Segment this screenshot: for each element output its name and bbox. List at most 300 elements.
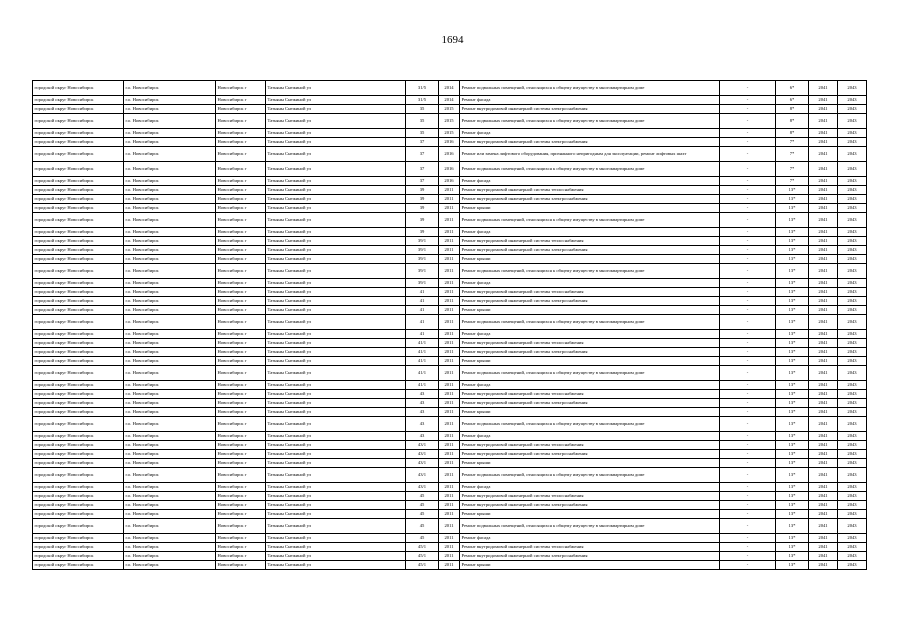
cell-year: 2015 [439,114,460,129]
cell-work-type: Ремонт внутридомовой инженерной системы теплоснабжения [460,339,720,348]
cell-locality: Новосибирск г [216,366,266,381]
cell-district: городской округ Новосибирск [33,114,124,129]
cell-district: городской округ Новосибирск [33,288,124,297]
cell-start-year: 2041 [809,459,838,468]
cell-end-year: 2043 [838,279,867,288]
cell-municipality: г.о. Новосибирск [124,390,216,399]
cell-house: 45 [406,519,439,534]
cell-locality: Новосибирск г [216,195,266,204]
table-row [33,441,867,450]
cell-end-year: 2043 [838,195,867,204]
registry-table [32,80,867,570]
cell-dash: - [720,468,776,483]
cell-house: 41/1 [406,348,439,357]
cell-house: 39/1 [406,264,439,279]
cell-year: 2011 [439,561,460,570]
cell-work-type: Ремонт внутридомовой инженерной системы теплоснабжения [460,237,720,246]
cell-municipality: г.о. Новосибирск [124,81,216,96]
cell-work-type: Ремонт фасада [460,129,720,138]
cell-locality: Новосибирск г [216,483,266,492]
cell-plan: 13* [776,519,809,534]
cell-end-year: 2043 [838,357,867,366]
cell-district: городской округ Новосибирск [33,297,124,306]
cell-locality: Новосибирск г [216,306,266,315]
cell-district: городской округ Новосибирск [33,432,124,441]
cell-district: городской округ Новосибирск [33,510,124,519]
cell-district: городской округ Новосибирск [33,492,124,501]
cell-municipality: г.о. Новосибирск [124,450,216,459]
cell-plan: 7* [776,177,809,186]
cell-year: 2015 [439,105,460,114]
cell-start-year: 2041 [809,297,838,306]
cell-locality: Новосибирск г [216,96,266,105]
cell-end-year: 2043 [838,552,867,561]
cell-plan: 8* [776,114,809,129]
cell-locality: Новосибирск г [216,561,266,570]
cell-end-year: 2043 [838,492,867,501]
cell-locality: Новосибирск г [216,177,266,186]
cell-plan: 13* [776,399,809,408]
cell-municipality: г.о. Новосибирск [124,561,216,570]
cell-plan: 13* [776,288,809,297]
cell-locality: Новосибирск г [216,501,266,510]
cell-dash: - [720,255,776,264]
cell-work-type: Ремонт фасада [460,483,720,492]
cell-start-year: 2041 [809,264,838,279]
cell-work-type: Ремонт внутридомовой инженерной системы электроснабжения [460,297,720,306]
cell-year: 2011 [439,552,460,561]
cell-year: 2011 [439,441,460,450]
cell-plan: 13* [776,348,809,357]
cell-house: 41 [406,306,439,315]
cell-end-year: 2043 [838,441,867,450]
registry-body [33,81,867,570]
table-row [33,237,867,246]
cell-start-year: 2041 [809,492,838,501]
cell-district: городской округ Новосибирск [33,315,124,330]
cell-start-year: 2041 [809,510,838,519]
cell-district: городской округ Новосибирск [33,552,124,561]
cell-locality: Новосибирск г [216,399,266,408]
cell-start-year: 2041 [809,195,838,204]
table-row [33,177,867,186]
cell-district: городской округ Новосибирск [33,501,124,510]
cell-year: 2011 [439,543,460,552]
table-row [33,147,867,162]
cell-district: городской округ Новосибирск [33,246,124,255]
cell-house: 41 [406,297,439,306]
cell-locality: Новосибирск г [216,519,266,534]
cell-dash: - [720,450,776,459]
cell-start-year: 2041 [809,339,838,348]
cell-plan: 13* [776,459,809,468]
cell-dash: - [720,330,776,339]
cell-start-year: 2041 [809,255,838,264]
table-row [33,492,867,501]
cell-dash: - [720,264,776,279]
cell-plan: 13* [776,186,809,195]
cell-street: Татьяны Снежиной ул [266,519,406,534]
cell-year: 2011 [439,510,460,519]
cell-dash: - [720,204,776,213]
cell-start-year: 2041 [809,306,838,315]
cell-end-year: 2043 [838,519,867,534]
cell-district: городской округ Новосибирск [33,255,124,264]
cell-year: 2011 [439,492,460,501]
cell-start-year: 2041 [809,399,838,408]
table-row [33,519,867,534]
cell-street: Татьяны Снежиной ул [266,264,406,279]
table-row [33,339,867,348]
cell-house: 35 [406,114,439,129]
cell-start-year: 2041 [809,96,838,105]
cell-house: 37 [406,177,439,186]
cell-municipality: г.о. Новосибирск [124,339,216,348]
cell-start-year: 2041 [809,81,838,96]
cell-dash: - [720,246,776,255]
table-row [33,366,867,381]
cell-district: городской округ Новосибирск [33,483,124,492]
cell-start-year: 2041 [809,534,838,543]
cell-plan: 7* [776,138,809,147]
cell-street: Татьяны Снежиной ул [266,279,406,288]
cell-work-type: Ремонт подвальных помещений, относящихся к общему имуществу в многоквартирном доме [460,114,720,129]
cell-year: 2016 [439,177,460,186]
cell-plan: 13* [776,483,809,492]
cell-plan: 6* [776,81,809,96]
cell-dash: - [720,186,776,195]
cell-work-type: Ремонт подвальных помещений, относящихся к общему имуществу в многоквартирном доме [460,519,720,534]
table-row [33,330,867,339]
cell-locality: Новосибирск г [216,450,266,459]
cell-district: городской округ Новосибирск [33,519,124,534]
cell-year: 2011 [439,255,460,264]
cell-locality: Новосибирск г [216,468,266,483]
cell-end-year: 2043 [838,213,867,228]
table-row [33,195,867,204]
cell-street: Татьяны Снежиной ул [266,417,406,432]
cell-year: 2016 [439,147,460,162]
cell-locality: Новосибирск г [216,297,266,306]
table-row [33,450,867,459]
cell-dash: - [720,114,776,129]
cell-district: городской округ Новосибирск [33,213,124,228]
cell-street: Татьяны Снежиной ул [266,237,406,246]
cell-year: 2011 [439,501,460,510]
cell-municipality: г.о. Новосибирск [124,543,216,552]
cell-start-year: 2041 [809,483,838,492]
cell-plan: 13* [776,237,809,246]
cell-year: 2011 [439,288,460,297]
table-row [33,213,867,228]
table-row [33,138,867,147]
cell-start-year: 2041 [809,114,838,129]
cell-work-type: Ремонт внутридомовой инженерной системы электроснабжения [460,552,720,561]
cell-year: 2011 [439,408,460,417]
cell-work-type: Ремонт фасада [460,330,720,339]
cell-dash: - [720,138,776,147]
cell-municipality: г.о. Новосибирск [124,138,216,147]
cell-work-type: Ремонт крыши [460,408,720,417]
cell-district: городской округ Новосибирск [33,195,124,204]
cell-year: 2011 [439,315,460,330]
table-row [33,96,867,105]
cell-house: 39 [406,186,439,195]
cell-work-type: Ремонт внутридомовой инженерной системы электроснабжения [460,246,720,255]
cell-district: городской округ Новосибирск [33,450,124,459]
cell-end-year: 2043 [838,339,867,348]
cell-start-year: 2041 [809,288,838,297]
cell-start-year: 2041 [809,105,838,114]
cell-plan: 13* [776,561,809,570]
cell-year: 2011 [439,339,460,348]
cell-locality: Новосибирск г [216,534,266,543]
table-row [33,357,867,366]
cell-district: городской округ Новосибирск [33,417,124,432]
cell-street: Татьяны Снежиной ул [266,348,406,357]
cell-start-year: 2041 [809,228,838,237]
cell-street: Татьяны Снежиной ул [266,138,406,147]
cell-street: Татьяны Снежиной ул [266,162,406,177]
cell-start-year: 2041 [809,450,838,459]
cell-house: 37 [406,138,439,147]
cell-street: Татьяны Снежиной ул [266,204,406,213]
cell-start-year: 2041 [809,468,838,483]
cell-municipality: г.о. Новосибирск [124,417,216,432]
cell-district: городской округ Новосибирск [33,177,124,186]
cell-house: 43/1 [406,468,439,483]
cell-municipality: г.о. Новосибирск [124,255,216,264]
cell-street: Татьяны Снежиной ул [266,534,406,543]
cell-work-type: Ремонт или замена лифтового оборудования, признанного непригодным для эксплуатации, ремонт лифтовых шахт [460,147,720,162]
cell-street: Татьяны Снежиной ул [266,339,406,348]
cell-locality: Новосибирск г [216,186,266,195]
cell-work-type: Ремонт внутридомовой инженерной системы электроснабжения [460,501,720,510]
cell-plan: 6* [776,96,809,105]
cell-dash: - [720,105,776,114]
table-row [33,306,867,315]
cell-start-year: 2041 [809,417,838,432]
table-row [33,315,867,330]
cell-work-type: Ремонт подвальных помещений, относящихся к общему имуществу в многоквартирном доме [460,213,720,228]
cell-locality: Новосибирск г [216,510,266,519]
cell-year: 2011 [439,213,460,228]
cell-dash: - [720,81,776,96]
cell-dash: - [720,543,776,552]
cell-work-type: Ремонт крыши [460,204,720,213]
cell-dash: - [720,501,776,510]
cell-municipality: г.о. Новосибирск [124,315,216,330]
table-row [33,162,867,177]
cell-locality: Новосибирск г [216,357,266,366]
table-row [33,552,867,561]
cell-house: 43 [406,432,439,441]
cell-house: 39/1 [406,246,439,255]
cell-locality: Новосибирск г [216,459,266,468]
cell-dash: - [720,534,776,543]
cell-locality: Новосибирск г [216,348,266,357]
cell-year: 2011 [439,348,460,357]
cell-municipality: г.о. Новосибирск [124,492,216,501]
cell-locality: Новосибирск г [216,129,266,138]
cell-municipality: г.о. Новосибирск [124,348,216,357]
cell-dash: - [720,357,776,366]
cell-end-year: 2043 [838,315,867,330]
cell-dash: - [720,417,776,432]
cell-dash: - [720,483,776,492]
cell-plan: 13* [776,417,809,432]
cell-end-year: 2043 [838,390,867,399]
cell-locality: Новосибирск г [216,441,266,450]
cell-plan: 13* [776,195,809,204]
cell-locality: Новосибирск г [216,543,266,552]
cell-locality: Новосибирск г [216,204,266,213]
cell-street: Татьяны Снежиной ул [266,315,406,330]
cell-plan: 13* [776,330,809,339]
cell-start-year: 2041 [809,279,838,288]
cell-dash: - [720,381,776,390]
cell-plan: 7* [776,147,809,162]
cell-locality: Новосибирск г [216,162,266,177]
cell-start-year: 2041 [809,366,838,381]
cell-dash: - [720,279,776,288]
cell-start-year: 2041 [809,381,838,390]
cell-dash: - [720,390,776,399]
cell-plan: 13* [776,213,809,228]
cell-year: 2011 [439,228,460,237]
cell-dash: - [720,519,776,534]
cell-plan: 13* [776,441,809,450]
cell-municipality: г.о. Новосибирск [124,105,216,114]
cell-dash: - [720,195,776,204]
cell-district: городской округ Новосибирск [33,408,124,417]
cell-district: городской округ Новосибирск [33,381,124,390]
cell-start-year: 2041 [809,129,838,138]
cell-municipality: г.о. Новосибирск [124,534,216,543]
table-row [33,534,867,543]
cell-street: Татьяны Снежиной ул [266,492,406,501]
cell-end-year: 2043 [838,348,867,357]
cell-work-type: Ремонт фасада [460,534,720,543]
cell-plan: 13* [776,264,809,279]
cell-street: Татьяны Снежиной ул [266,105,406,114]
cell-house: 43/1 [406,459,439,468]
cell-district: городской округ Новосибирск [33,105,124,114]
cell-street: Татьяны Снежиной ул [266,306,406,315]
cell-locality: Новосибирск г [216,237,266,246]
cell-district: городской округ Новосибирск [33,468,124,483]
cell-district: городской округ Новосибирск [33,237,124,246]
cell-plan: 8* [776,105,809,114]
cell-year: 2011 [439,390,460,399]
cell-year: 2011 [439,483,460,492]
cell-dash: - [720,339,776,348]
cell-dash: - [720,408,776,417]
table-row [33,417,867,432]
cell-start-year: 2041 [809,357,838,366]
cell-plan: 13* [776,390,809,399]
cell-start-year: 2041 [809,330,838,339]
cell-house: 43/1 [406,483,439,492]
cell-work-type: Ремонт подвальных помещений, относящихся к общему имуществу в многоквартирном доме [460,315,720,330]
cell-start-year: 2041 [809,162,838,177]
cell-locality: Новосибирск г [216,255,266,264]
cell-municipality: г.о. Новосибирск [124,288,216,297]
cell-end-year: 2043 [838,177,867,186]
cell-end-year: 2043 [838,264,867,279]
cell-street: Татьяны Снежиной ул [266,543,406,552]
cell-street: Татьяны Снежиной ул [266,81,406,96]
cell-year: 2011 [439,399,460,408]
cell-work-type: Ремонт внутридомовой инженерной системы теплоснабжения [460,288,720,297]
cell-district: городской округ Новосибирск [33,366,124,381]
cell-plan: 13* [776,315,809,330]
cell-start-year: 2041 [809,315,838,330]
cell-dash: - [720,306,776,315]
cell-district: городской округ Новосибирск [33,138,124,147]
cell-work-type: Ремонт подвальных помещений, относящихся к общему имуществу в многоквартирном доме [460,162,720,177]
cell-plan: 13* [776,534,809,543]
cell-locality: Новосибирск г [216,264,266,279]
cell-district: городской округ Новосибирск [33,459,124,468]
cell-municipality: г.о. Новосибирск [124,408,216,417]
cell-plan: 13* [776,279,809,288]
cell-end-year: 2043 [838,417,867,432]
cell-house: 43 [406,390,439,399]
cell-end-year: 2043 [838,138,867,147]
cell-district: городской округ Новосибирск [33,390,124,399]
cell-house: 43 [406,408,439,417]
cell-plan: 13* [776,510,809,519]
cell-end-year: 2043 [838,228,867,237]
cell-plan: 13* [776,357,809,366]
cell-work-type: Ремонт подвальных помещений, относящихся к общему имуществу в многоквартирном доме [460,81,720,96]
cell-district: городской округ Новосибирск [33,96,124,105]
cell-work-type: Ремонт подвальных помещений, относящихся к общему имуществу в многоквартирном доме [460,264,720,279]
cell-plan: 8* [776,129,809,138]
cell-street: Татьяны Снежиной ул [266,483,406,492]
cell-plan: 7* [776,162,809,177]
cell-plan: 13* [776,432,809,441]
cell-street: Татьяны Снежиной ул [266,408,406,417]
cell-dash: - [720,561,776,570]
cell-end-year: 2043 [838,186,867,195]
cell-year: 2011 [439,366,460,381]
cell-plan: 13* [776,552,809,561]
cell-work-type: Ремонт подвальных помещений, относящихся к общему имуществу в многоквартирном доме [460,417,720,432]
cell-work-type: Ремонт внутридомовой инженерной системы теплоснабжения [460,441,720,450]
cell-municipality: г.о. Новосибирск [124,483,216,492]
cell-year: 2016 [439,162,460,177]
cell-work-type: Ремонт внутридомовой инженерной системы электроснабжения [460,195,720,204]
cell-municipality: г.о. Новосибирск [124,297,216,306]
cell-street: Татьяны Снежиной ул [266,213,406,228]
cell-start-year: 2041 [809,147,838,162]
cell-dash: - [720,129,776,138]
cell-start-year: 2041 [809,408,838,417]
cell-end-year: 2043 [838,306,867,315]
cell-house: 31/5 [406,81,439,96]
cell-end-year: 2043 [838,408,867,417]
cell-start-year: 2041 [809,390,838,399]
cell-dash: - [720,399,776,408]
cell-end-year: 2043 [838,483,867,492]
cell-municipality: г.о. Новосибирск [124,399,216,408]
cell-house: 39 [406,213,439,228]
cell-start-year: 2041 [809,561,838,570]
cell-end-year: 2043 [838,366,867,381]
table-row [33,459,867,468]
